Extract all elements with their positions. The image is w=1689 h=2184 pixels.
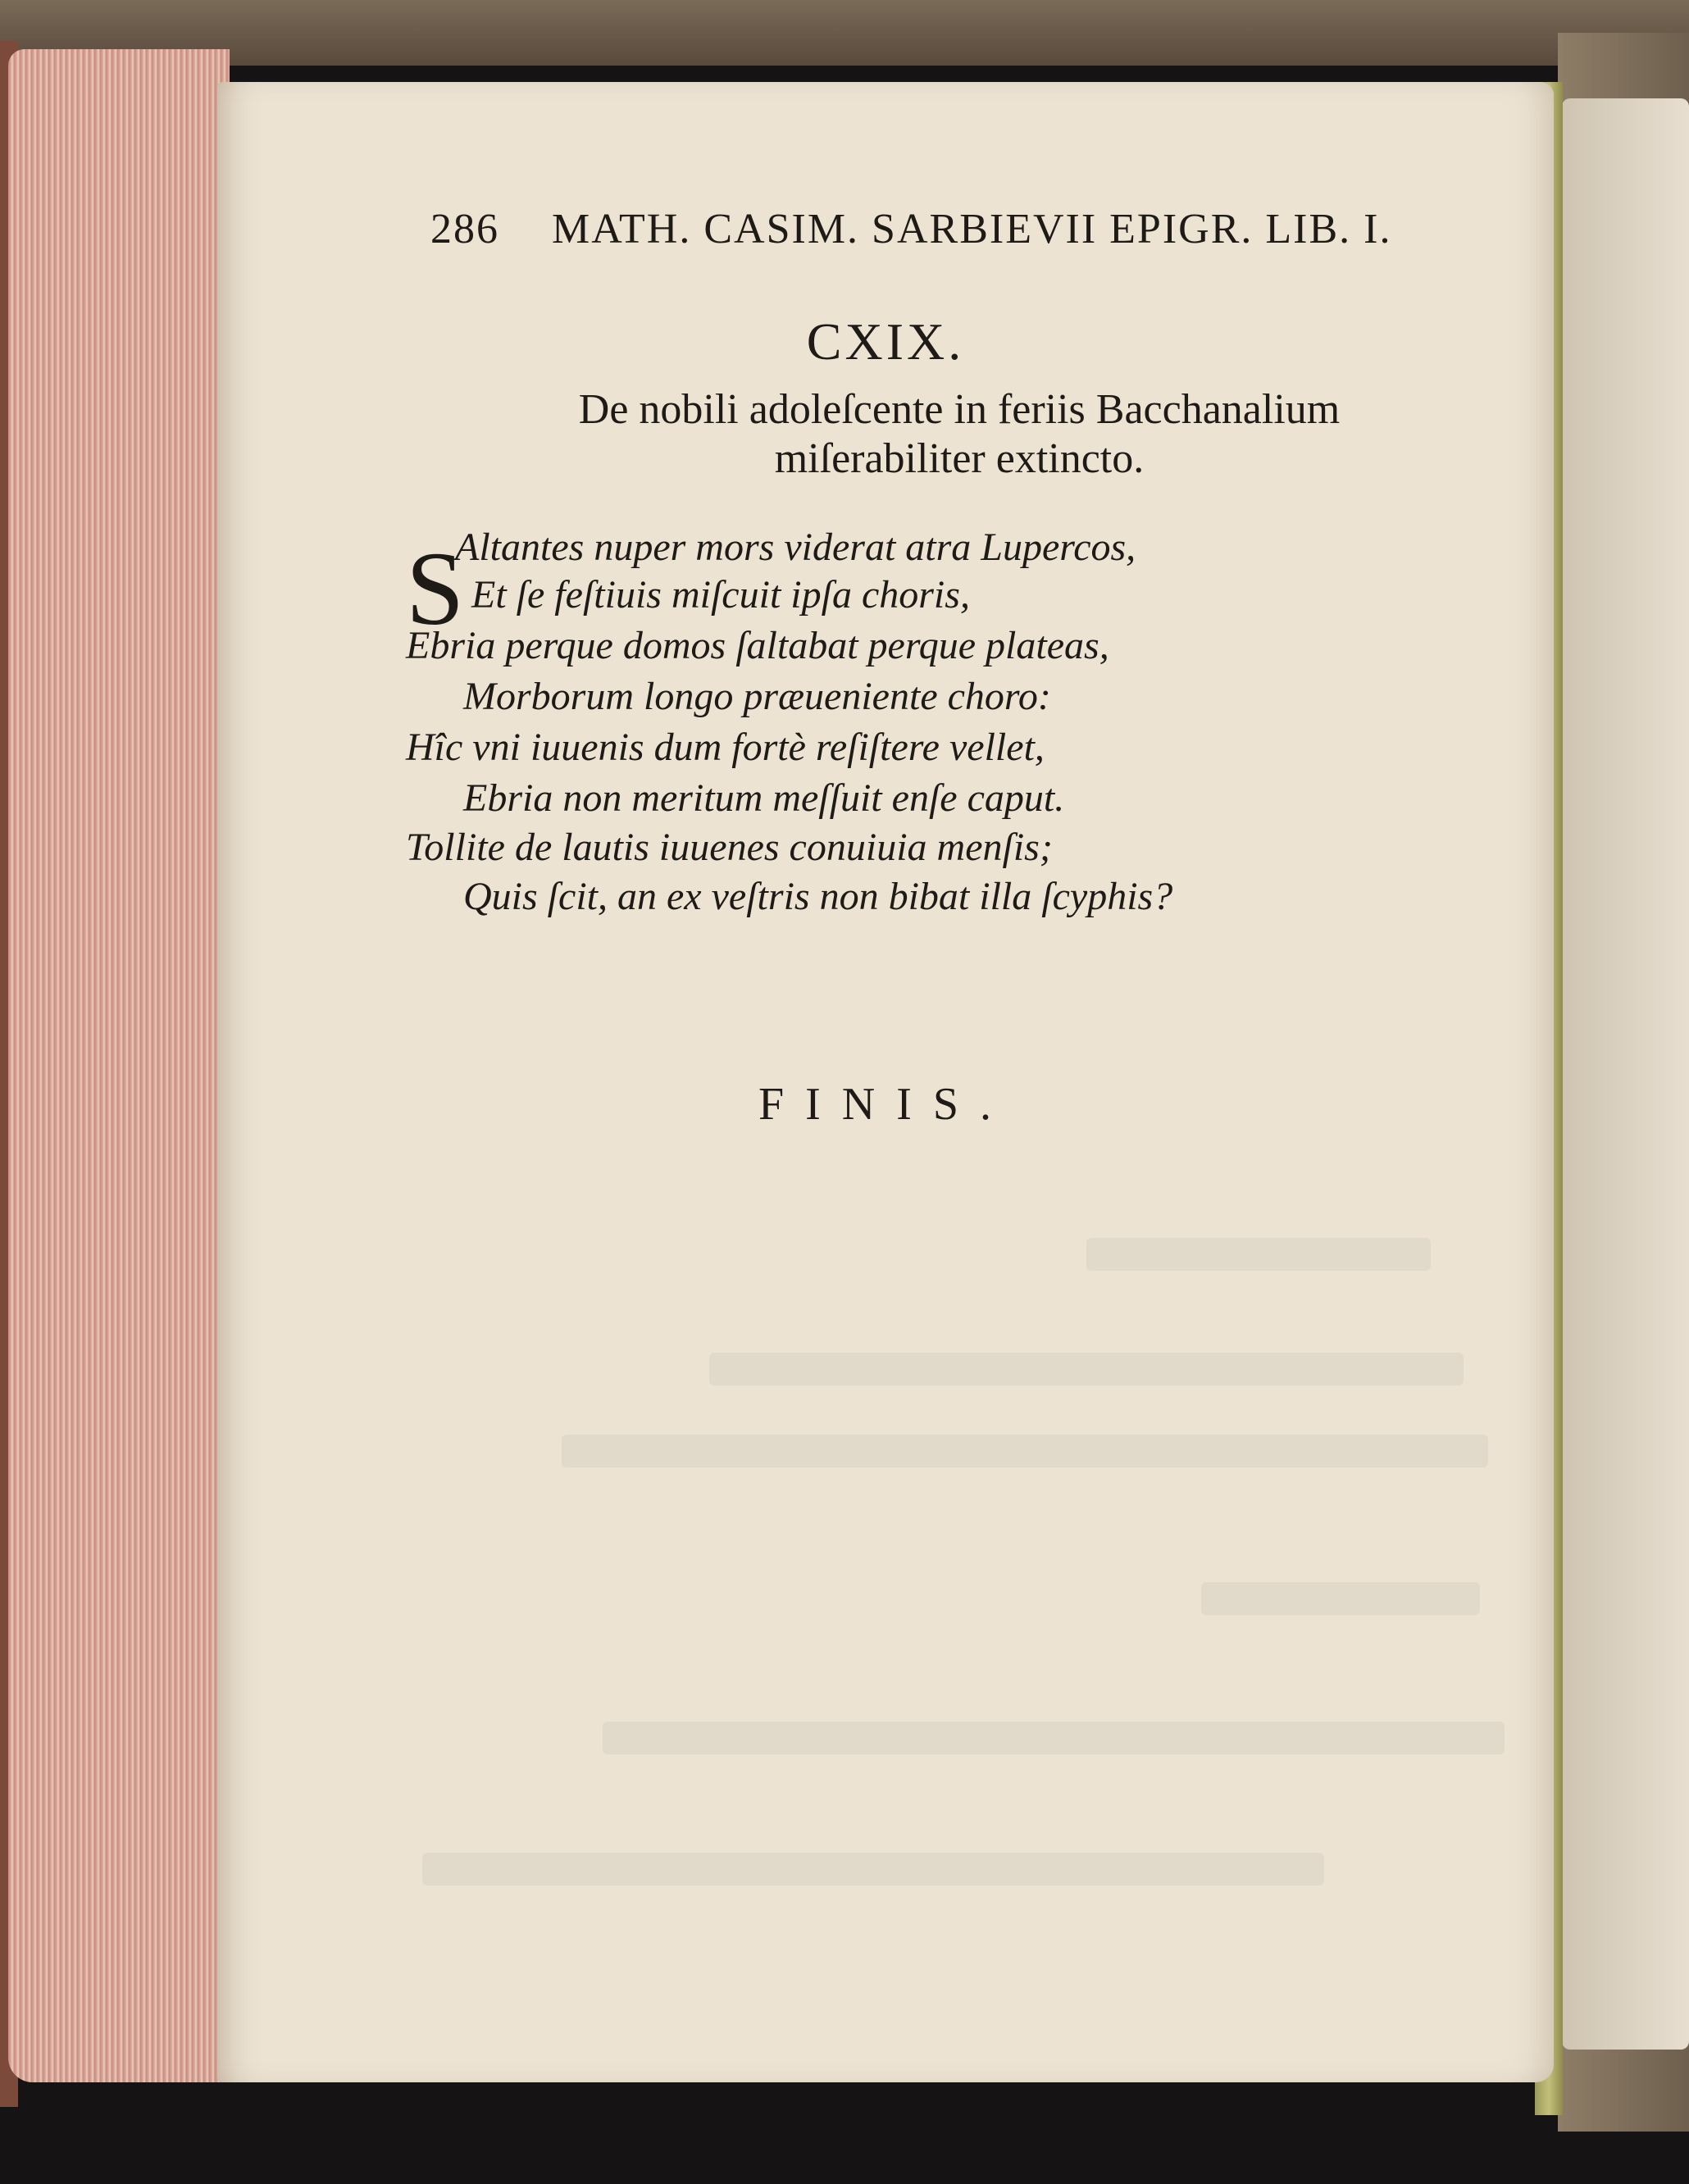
poem-line: Quis ſcit, an ex veſtris non bibat illa ſcyphis? [463, 875, 1173, 918]
bleed-through-shadow [709, 1353, 1464, 1385]
poem-line: Ebria perque domos ſaltabat perque plateas, [406, 624, 1109, 667]
page-number: 286 [430, 206, 499, 253]
epigram-title-line-1: De nobili adoleſcente in feriis Bacchanalium [578, 386, 1341, 433]
bleed-through-shadow [1086, 1238, 1431, 1271]
poem-line: Et ſe feſtiuis miſcuit ipſa choris, [471, 573, 970, 617]
poem-line: Tollite de lautis iuuenes conuiuia menſis; [406, 826, 1053, 869]
poem-line: Altantes nuper mors viderat atra Lupercos, [455, 526, 1136, 569]
bleed-through-shadow [1201, 1582, 1480, 1615]
epigram-title-line-2: miſerabiliter extincto. [774, 435, 1145, 482]
poem-line: Morborum longo præueniente choro: [463, 675, 1051, 718]
book-cover-top [0, 0, 1689, 66]
poem-line: Ebria non meritum meſſuit enſe caput. [463, 776, 1065, 820]
book-page [217, 82, 1554, 2082]
bleed-through-shadow [562, 1435, 1488, 1467]
drop-cap: S [406, 530, 465, 647]
poem-line: Hîc vni iuuenis dum fortè reſiſtere vellet, [406, 726, 1045, 769]
finis: FINIS. [758, 1079, 1013, 1130]
epigram-numeral: CXIX. [806, 312, 965, 371]
bleed-through-shadow [422, 1853, 1324, 1886]
bleed-through-shadow [603, 1722, 1505, 1754]
running-head-title: MATH. CASIM. SARBIEVII EPIGR. LIB. I. [552, 206, 1392, 253]
page-edges [8, 49, 230, 2082]
